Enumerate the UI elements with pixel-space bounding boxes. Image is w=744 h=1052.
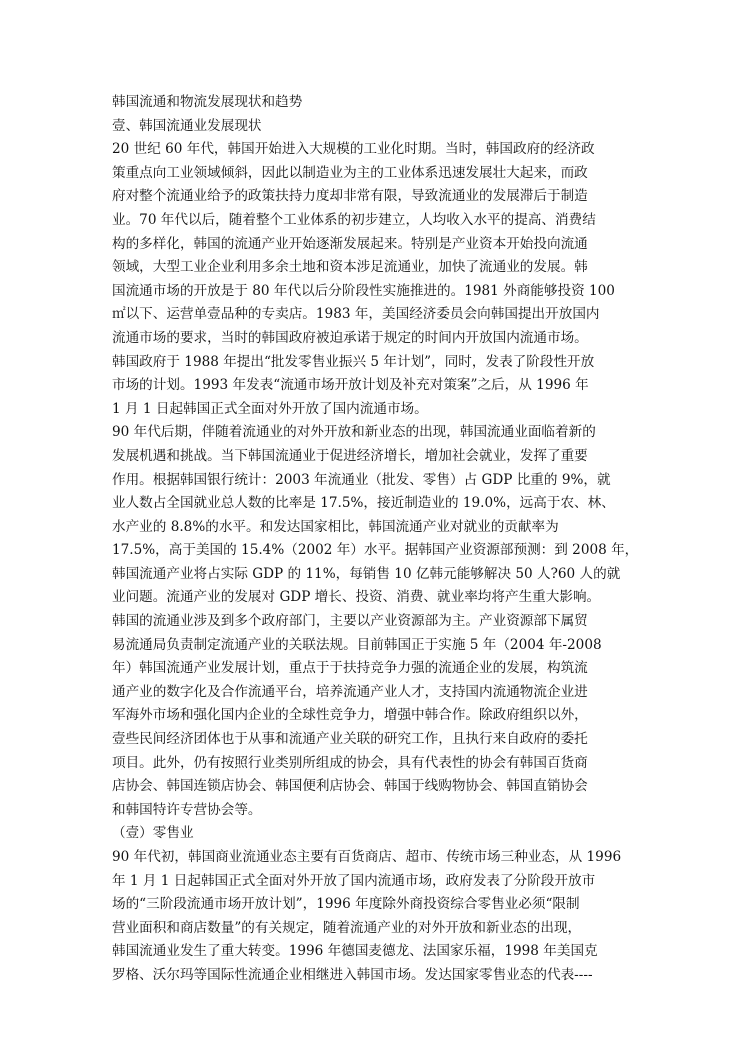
text-line: 领域，大型工业企业利用多余土地和资本涉足流通业，加快了流通业的发展。韩: [112, 259, 588, 276]
text-line: 营业面积和商店数量”的有关规定，随着流通产业的对外开放和新业态的出现，: [112, 919, 582, 936]
text-line: 场的“三阶段流通市场开放计划”，1996 年度除外商投资综合零售业必须“限制: [112, 896, 580, 913]
text-line: 1 月 1 日起韩国正式全面对外开放了国内流通市场。: [112, 400, 428, 417]
text-line: 业人数占全国就业总人数的比率是 17.5%，接近制造业的 19.0%，远高于农、林、: [112, 495, 615, 512]
text-line: 易流通局负责制定流通产业的关联法规。目前韩国正于实施 5 年（2004 年-2008: [112, 636, 602, 653]
text-line: （壹）零售业: [112, 825, 194, 842]
text-line: 作用。根据韩国银行统计：2003 年流通业（批发、零售）占 GDP 比重的 9%，就: [112, 471, 611, 488]
text-line: 年 1 月 1 日起韩国正式全面对外开放了国内流通市场，政府发表了分阶段开放市: [112, 872, 596, 889]
text-line: 流通市场的要求，当时的韩国政府被迫承诺于规定的时间内开放国内流通市场。: [112, 329, 588, 346]
text-line: 策重点向工业领域倾斜，因此以制造业为主的工业体系迅速发展壮大起来，而政: [112, 164, 588, 181]
text-line: 军海外市场和强化国内企业的全球性竞争力，增强中韩合作。除政府组织以外，: [112, 707, 588, 724]
text-line: 项目。此外，仍有按照行业类别所组成的协会，具有代表性的协会有韩国百货商: [112, 754, 588, 771]
text-line: 和韩国特许专营协会等。: [112, 801, 262, 818]
paragraph: [112, 421, 642, 610]
paragraph: [112, 822, 642, 846]
document-body: [112, 138, 642, 987]
text-line: 发展机遇和挑战。当下韩国流通业于促进经济增长，增加社会就业，发挥了重要: [112, 447, 588, 464]
text-line: 罗格、沃尔玛等国际性流通企业相继进入韩国市场。发达国家零售业态的代表----: [112, 966, 593, 983]
text-line: 国流通市场的开放是于 80 年代以后分阶段性实施推进的。1981 外商能够投资 100: [112, 282, 615, 299]
text-line: 市场的计划。1993 年发表“流通市场开放计划及补充对策案”之后，从 1996 年: [112, 377, 589, 394]
document-title: 韩国流通和物流发展现状和趋势: [112, 94, 303, 110]
text-line: ㎡以下、运营单壹品种的专卖店。1983 年，美国经济委员会向韩国提出开放国内: [112, 306, 600, 323]
paragraph: [112, 138, 642, 421]
text-line: 90 年代后期，伴随着流通业的对外开放和新业态的出现，韩国流通业面临着新的: [112, 424, 596, 441]
text-line: 韩国的流通业涉及到多个政府部门，主要以产业资源部为主。产业资源部下属贸: [112, 613, 588, 630]
section-heading: 壹、韩国流通业发展现状: [112, 117, 262, 134]
paragraph: [112, 610, 642, 822]
text-line: 构的多样化，韩国的流通产业开始逐渐发展起来。特别是产业资本开始投向流通: [112, 235, 588, 252]
text-line: 年）韩国流通产业发展计划，重点于于扶持竞争力强的流通企业的发展，构筑流: [112, 660, 588, 677]
text-line: 90 年代初，韩国商业流通业态主要有百货商店、超市、传统市场三种业态，从 1996: [112, 849, 622, 865]
text-line: 通产业的数字化及合作流通平台，培养流通产业人才，支持国内流通物流企业进: [112, 683, 588, 700]
paragraph: [112, 846, 642, 988]
text-line: 府对整个流通业给予的政策扶持力度却非常有限，导致流通业的发展滞后于制造: [112, 188, 588, 205]
document-page: [112, 91, 642, 988]
text-line: 17.5%，高于美国的 15.4%（2002 年）水平。据韩国产业资源部预测：到 2008 年，: [112, 542, 639, 559]
text-line: 韩国流通业发生了重大转变。1996 年德国麦德龙、法国家乐福，1998 年美国克: [112, 943, 598, 960]
text-line: 韩国政府于 1988 年提出“批发零售业振兴 5 年计划”，同时，发表了阶段性开放: [112, 353, 595, 370]
text-line: 20 世纪 60 年代，韩国开始进入大规模的工业化时期。当时，韩国政府的经济政: [112, 141, 595, 158]
text-line: 韩国流通产业将占实际 GDP 的 11%，每销售 10 亿韩元能够解决 50 人?60 人的就: [112, 565, 621, 582]
text-line: 店协会、韩国连锁店协会、韩国便利店协会、韩国于线购物协会、韩国直销协会: [112, 778, 588, 795]
text-line: 水产业的 8.8%的水平。和发达国家相比，韩国流通产业对就业的贡献率为: [112, 518, 559, 535]
text-line: 壹些民间经济团体也于从事和流通产业关联的研究工作，且执行来自政府的委托: [112, 731, 588, 748]
text-line: 业问题。流通产业的发展对 GDP 增长、投资、消费、就业率均将产生重大影响。: [112, 589, 601, 606]
text-line: 业。70 年代以后，随着整个工业体系的初步建立，人均收入水平的提高、消费结: [112, 211, 596, 228]
